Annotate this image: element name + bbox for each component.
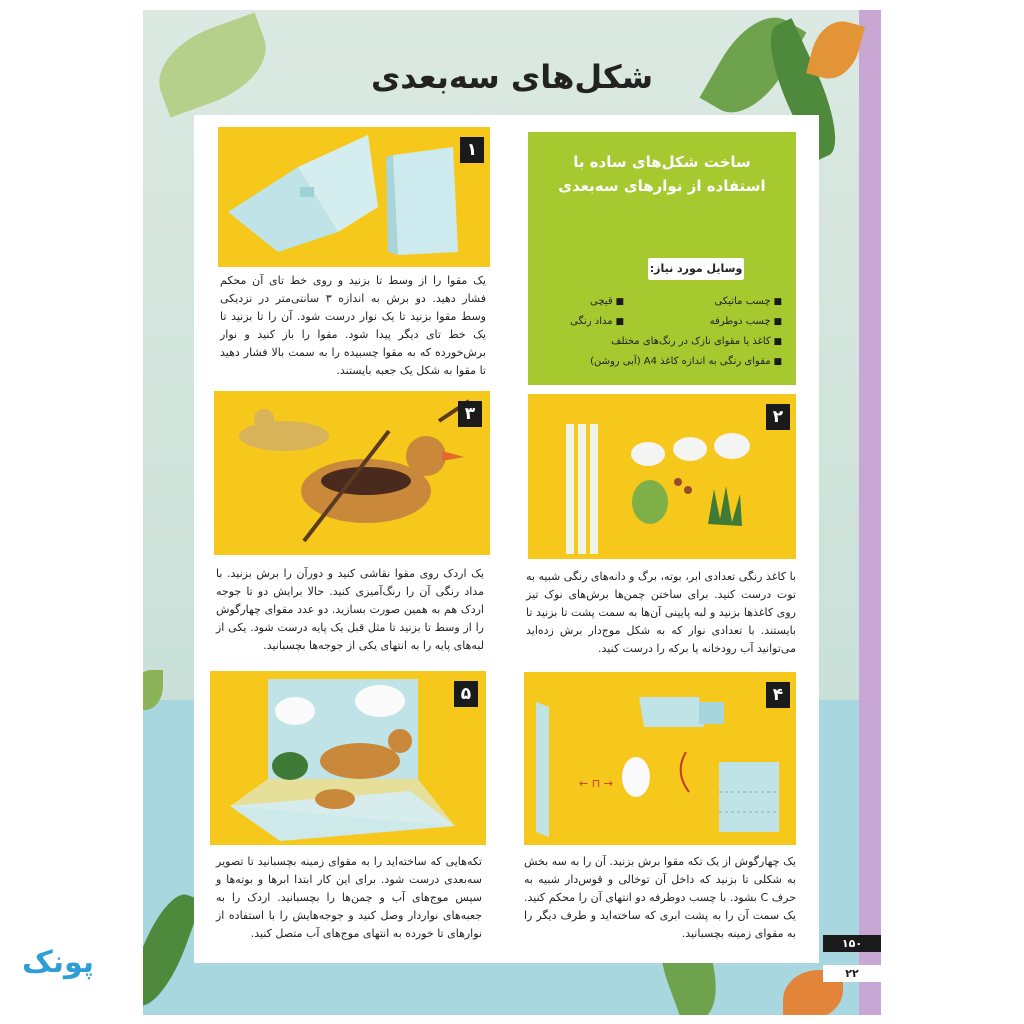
step-2-text: با کاغذ رنگی تعدادی ابر، بوته، برگ و دانه‌های رنگی شبیه به توت درست کنید. برای ساختن چمن‌ها برش‌های نوک تیز روی کاغذها بزنید و لبه پایینی آن‌ها به سمت پشت تا بزنید تا بایستند. با تعدادی نوار که به شکل موج‌دار برش زده‌اید می‌توانید آب رودخانه یا برکه را درست کنید. (526, 570, 796, 655)
step-3-image (214, 391, 490, 555)
duck-illustration (214, 391, 490, 555)
intro-panel (528, 132, 796, 385)
step-5-image (210, 671, 486, 845)
svg-text:← ⊓ →: ← ⊓ → (579, 777, 614, 790)
page-title: شکل‌های سه‌بعدی (370, 58, 654, 96)
paper-support-illustration (524, 672, 796, 845)
folded-card-illustration (218, 127, 490, 267)
tools-label: وسایل مورد نیاز: (648, 258, 744, 280)
tool-item: ■ قیچی (590, 296, 624, 307)
paper-shapes-illustration (528, 394, 796, 559)
step-1-image (218, 127, 490, 267)
tool-item: ■ کاغذ یا مقوای نازک در رنگ‌های مختلف (611, 336, 782, 347)
step-number: ۴ (766, 682, 790, 708)
step-5-text: تکه‌هایی که ساخته‌اید را به مقوای زمینه بچسبانید تا تصویر سه‌بعدی درست شود. برای این کار ابتدا ابرها و بوته‌ها و سپس موج‌های آب و چمن‌ها را بچسبانید. اردک را به جعبه‌های نواردار وصل کنید و جوجه‌هایش را با استفاده از نوارهای تا خورده به انتهای موج‌های آب متصل کنید. (216, 855, 482, 940)
step-number: ۳ (458, 401, 482, 427)
step-2-image (528, 394, 796, 559)
page-number-bottom: ۲۲ (823, 965, 881, 982)
page-number-top: ۱۵۰ (823, 935, 881, 952)
step-number: ۵ (454, 681, 478, 707)
step-1-text: یک مقوا را از وسط تا بزنید و روی خط تای آن محکم فشار دهید. دو برش به اندازه ۳ سانتی‌متر در نزدیکی وسط مقوا بزنید تا یک نوار درست شود. آن را تا بزنید تا یک خط تای دیگر پیدا شود. مقوا را باز کنید و نوار برش‌خورده که به مقوا چسبیده را به سمت بالا فشار دهید تا مقوا به شکل یک جعبه بایستند. (220, 274, 486, 377)
tool-item: ■ مقوای رنگی به اندازه کاغذ A4 (آبی روشن) (590, 356, 782, 367)
step-number: ۱ (460, 137, 484, 163)
tool-item: ■ مداد رنگی (570, 316, 624, 327)
step-4-text: یک چهارگوش از یک تکه مقوا برش بزنید. آن را به سه بخش به شکلی تا بزنید که داخل آن توخالی و قوس‌دار شبیه به حرف C بشود. با چسب دوطرفه دو انتهای آن را محکم کنید. یک سمت آن را به پشت ابری که ساخته‌اید و طرف دیگر را به مقوای زمینه بچسبانید. (524, 855, 796, 940)
tool-item: ■ چسب ماتیکی (714, 296, 782, 307)
step-number: ۲ (766, 404, 790, 430)
brand-logo: پونک (22, 945, 95, 980)
instructions-card (194, 115, 819, 963)
intro-heading-line2: استفاده از نوارهای سه‌بعدی (558, 177, 766, 195)
step-3-text: یک اردک روی مقوا نقاشی کنید و دورآن را برش بزنید. با مداد رنگی آن را رنگ‌آمیزی کنید. حالا برایش دو تا جوجه اردک هم به همین صورت بسازید. دو عدد مقوای چهارگوش را از وسط تا بزنید تا مثل قبل یک پایه درست شود. یکی از لبه‌های پایه را به انتهای یکی از جوجه‌ها بچسبانید. (216, 567, 484, 652)
page-edge-strip (859, 10, 881, 1015)
intro-heading (528, 150, 796, 198)
tool-item: ■ چسب دوطرفه (710, 316, 782, 327)
finished-scene-illustration (210, 671, 486, 845)
intro-heading-line1: ساخت شکل‌های ساده با (573, 153, 751, 171)
step-4-image (524, 672, 796, 845)
